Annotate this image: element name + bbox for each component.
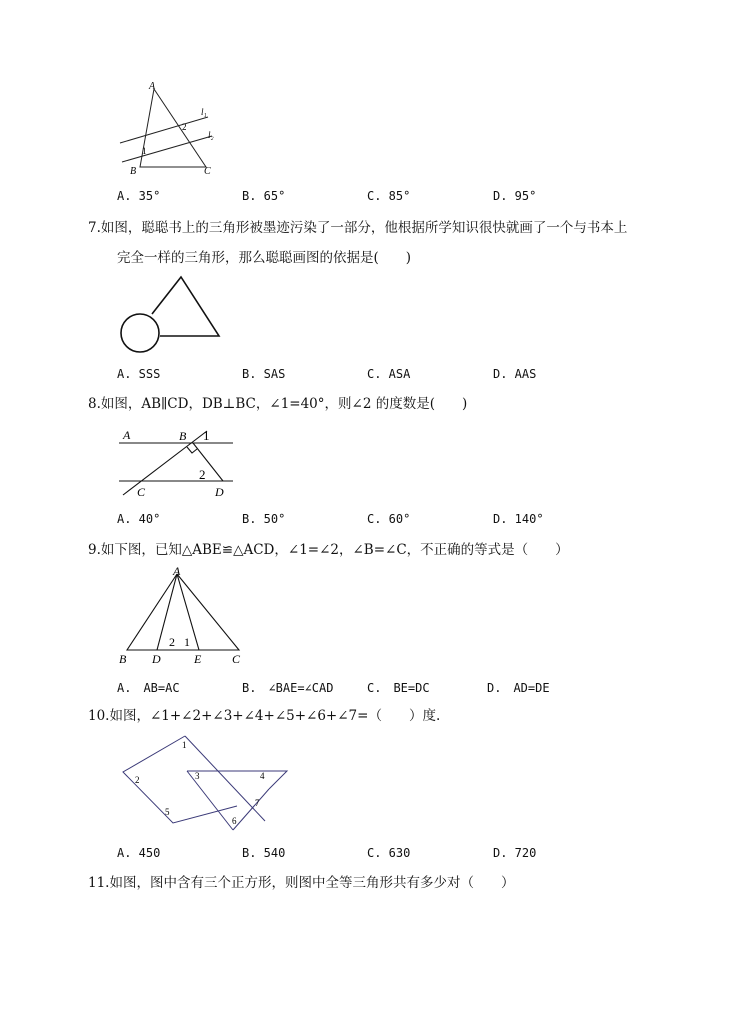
q6-option-d[interactable]: D. 95° [493, 189, 537, 203]
q10-option-b[interactable]: B. 540 [242, 846, 286, 860]
q6-label-l1: l₁ [201, 107, 207, 117]
q7-figure [117, 273, 227, 358]
q8-option-a[interactable]: A. 40° [117, 512, 161, 526]
q6-angle-1: 1 [142, 146, 147, 156]
q9-option-b[interactable]: B. ∠BAE=∠CAD [242, 681, 334, 695]
q9-figure [115, 565, 250, 668]
q8-figure [115, 425, 240, 503]
q6-label-l2: l₂ [208, 130, 214, 140]
q8-option-b[interactable]: B. 50° [242, 512, 286, 526]
q10-text: 10.如图，∠1+∠2+∠3+∠4+∠5+∠6+∠7=（ ）度. [88, 708, 441, 724]
q10-option-c[interactable]: C. 630 [367, 846, 411, 860]
q9-label-A: A [173, 565, 181, 578]
q6-figure [112, 78, 222, 178]
q6-label-B: B [130, 166, 137, 177]
q10-angle-4: 4 [260, 771, 265, 781]
q9-option-d[interactable]: D. AD=DE [487, 681, 550, 695]
q7-text-line1: 7.如图，聪聪书上的三角形被墨迹污染了一部分，他根据所学知识很快就画了一个与书本上 [88, 220, 628, 236]
q9-label-B: B [119, 652, 127, 666]
q7-text-line2: 完全一样的三角形，那么聪聪画图的依据是( ) [117, 250, 412, 266]
q8-label-A: A [123, 428, 131, 442]
q8-angle-2: 2 [199, 467, 206, 482]
q9-label-C: C [232, 652, 241, 666]
q6-label-C: C [204, 166, 211, 177]
q8-label-C: C [137, 485, 146, 499]
q10-option-a[interactable]: A. 450 [117, 846, 161, 860]
q6-option-b[interactable]: B. 65° [242, 189, 286, 203]
q8-option-c[interactable]: C. 60° [367, 512, 411, 526]
q9-angle-1: 1 [184, 635, 190, 649]
q8-text: 8.如图，AB∥CD，DB⊥BC，∠1=40°，则∠2 的度数是( ) [88, 396, 468, 412]
q10-angle-7: 7 [255, 798, 260, 808]
q8-label-B: B [179, 429, 187, 443]
q9-option-a[interactable]: A. AB=AC [117, 681, 180, 695]
q6-option-c[interactable]: C. 85° [367, 189, 411, 203]
q8-angle-1: 1 [203, 428, 210, 443]
q10-angle-6: 6 [232, 816, 237, 826]
q9-option-c[interactable]: C. BE=DC [367, 681, 430, 695]
q9-angle-2: 2 [169, 635, 175, 649]
q6-option-a[interactable]: A. 35° [117, 189, 161, 203]
q9-label-D: D [152, 652, 161, 666]
q6-angle-2: 2 [182, 122, 187, 132]
q7-option-b[interactable]: B. SAS [242, 367, 286, 381]
q7-option-c[interactable]: C. ASA [367, 367, 411, 381]
q9-label-E: E [194, 652, 202, 666]
q10-figure [115, 732, 295, 834]
q7-option-d[interactable]: D. AAS [493, 367, 537, 381]
q10-angle-3: 3 [195, 771, 200, 781]
q6-label-A: A [149, 81, 156, 92]
q8-option-d[interactable]: D. 140° [493, 512, 544, 526]
q11-text: 11.如图，图中含有三个正方形，则图中全等三角形共有多少对（ ） [88, 875, 515, 891]
q10-option-d[interactable]: D. 720 [493, 846, 537, 860]
q10-angle-2: 2 [135, 775, 140, 785]
q7-option-a[interactable]: A. SSS [117, 367, 161, 381]
q10-angle-1: 1 [182, 740, 187, 750]
q10-angle-5: 5 [165, 807, 170, 817]
q9-text: 9.如下图，已知△ABE≌△ACD，∠1=∠2，∠B=∠C，不正确的等式是（ ） [88, 542, 569, 558]
q8-label-D: D [215, 485, 224, 499]
